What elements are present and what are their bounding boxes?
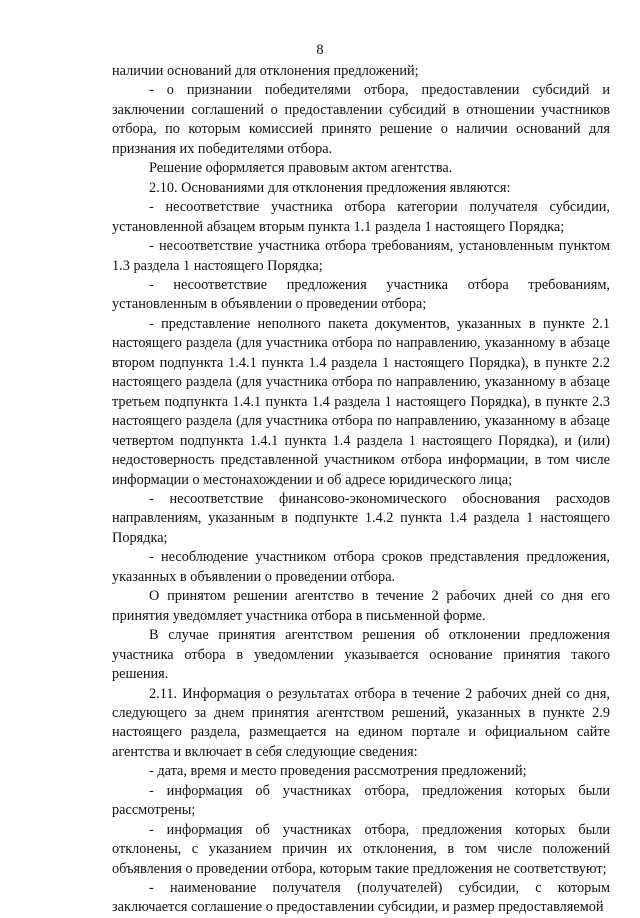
paragraph: - несоответствие участника отбора категории получателя субсидии, установленной абзацем вторым пункта 1.1 раздела 1 настоящего Порядка; (112, 199, 610, 235)
paragraph: - дата, время и место проведения рассмотрения предложений; (149, 763, 527, 780)
paragraph: - несоответствие участника отбора требованиям, установленным пунктом 1.3 раздела 1 настоящего Порядка; (112, 238, 610, 274)
paragraph: 2.10. Основаниями для отклонения предложения являются: (149, 179, 511, 196)
document-body (112, 62, 610, 918)
paragraph: - наименование получателя (получателей) субсидии, с которым заключается соглашение о предоставлении субсидии, и размер предоставляемой (112, 880, 610, 916)
paragraph: - несоответствие финансово-экономического обоснования расходов направлениям, указанным в подпункте 1.4.2 пункта 1.4 раздела 1 настоящего Порядка; (112, 490, 610, 546)
paragraph: О принятом решении агентство в течение 2 рабочих дней со дня его принятия уведомляет участника отбора в письменной форме. (112, 588, 610, 624)
paragraph: - несоответствие предложения участника отбора требованиям, установленным в объявлении о проведении отбора; (112, 276, 610, 313)
paragraph: - о признании победителями отбора, предоставлении субсидий и заключении соглашений о предоставлении субсидий в отношении участников отбора, по которым комиссией принято решение о наличии оснований для признания их победителями отбора. (112, 82, 610, 157)
paragraph: - представление неполного пакета документов, указанных в пункте 2.1 настоящего раздела (для участника отбора по направлению, указанному в абзаце втором подпункта 1.4.1 пункта 1.4 раздела 1 настоящего Порядка), в пункте 2.2 настоящего раздела (для участника отбора по направлению, указанному в абзаце третьем подпункта 1.4.1 пункта 1.4 раздела 1 настоящего Порядка), в пункте 2.3 настоящего раздела (для участника отбора по направлению, указанному в абзаце четвертом подпункта 1.4.1 пункта 1.4 раздела 1 настоящего Порядка), и (или) недостоверность представленной участником отбора информации, в том числе информации о местонахождении и об адресе юридического лица; (112, 315, 610, 488)
page-number: 8 (316, 42, 324, 58)
paragraph: 2.11. Информация о результатах отбора в течение 2 рабочих дней со дня, следующего за днем принятия агентством решений, указанных в пункте 2.9 настоящего раздела, размещается на едином портале и официальном сайте агентства и включает в себя следующие сведения: (112, 685, 610, 760)
paragraph: Решение оформляется правовым актом агентства. (149, 160, 453, 177)
paragraph: наличии оснований для отклонения предложений; (112, 63, 419, 79)
paragraph: В случае принятия агентством решения об отклонении предложения участника отбора в уведомлении указывается основание принятия такого решения. (112, 627, 610, 683)
paragraph: - информация об участниках отбора, предложения которых были отклонены, с указанием причин их отклонения, в том числе положений объявления о проведении отбора, которым такие предложения не соответствуют; (112, 821, 610, 877)
paragraph: - информация об участниках отбора, предложения которых были рассмотрены; (112, 782, 610, 819)
paragraph: - несоблюдение участником отбора сроков представления предложения, указанных в объявлении о проведении отбора. (112, 549, 610, 585)
